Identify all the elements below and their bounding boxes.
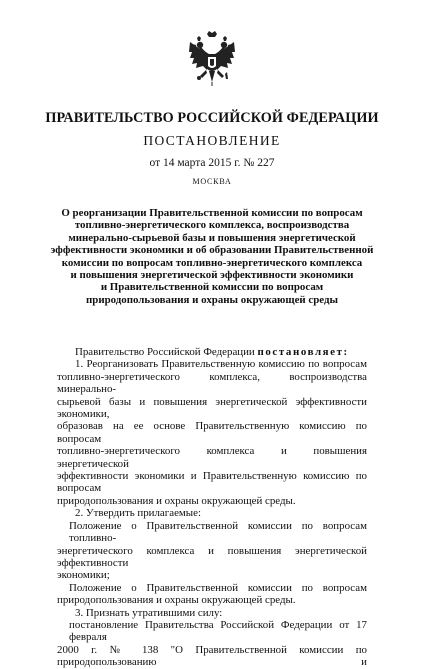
body-line: сырьевой базы и повышения энергетической эффективности экономики,	[57, 395, 367, 421]
heading-line: топливно-энергетического комплекса, воспроизводства	[74, 219, 350, 232]
body-line: 3. Признать утратившими силу:	[75, 606, 223, 619]
heading-line: О реорганизации Правительственной комиссии по вопросам	[61, 207, 363, 219]
resolution-body	[57, 346, 367, 669]
document-type: ПОСТАНОВЛЕНИЕ	[143, 133, 281, 148]
body-line: 1. Реорганизовать Правительственную комиссию по вопросам	[75, 358, 367, 371]
body-line: эффективности экономики и Правительственную комиссию по вопросам	[57, 470, 367, 495]
heading-line: минерально-сырьевой базы и повышения энергетической	[68, 231, 356, 244]
heading-line: и Правительственной комиссии по вопросам	[100, 281, 324, 294]
decree-word: постановляет:	[257, 346, 349, 358]
resolution-heading	[40, 207, 384, 306]
heading-line: природопользования и охраны окружающей среды	[85, 293, 338, 306]
coat-of-arms-icon	[187, 30, 237, 88]
heading-line: эффективности экономики и об образовании Правительственной	[50, 244, 374, 257]
body-line: природопользования и охраны окружающей среды.	[57, 494, 296, 507]
body-line: топливно-энергетического комплекса и повышения энергетической	[57, 445, 367, 470]
date-and-number: от 14 марта 2015 г. № 227	[149, 157, 275, 169]
body-line: энергетического комплекса и повышения энергетической эффективности	[57, 544, 367, 569]
body-line: Положение о Правительственной комиссии по вопросам	[69, 581, 367, 594]
body-line: Положение о Правительственной комиссии по вопросам топливно-	[69, 519, 367, 545]
body-line: образовав на ее основе Правительственную комиссию по вопросам	[57, 420, 367, 445]
body-line: топливно-энергетического комплекса, воспроизводства минерально-	[57, 370, 367, 396]
city: МОСКВА	[192, 177, 232, 186]
preamble-text: Правительство Российской Федерации	[75, 346, 258, 358]
heading-line: комиссии по вопросам топливно-энергетического комплекса	[61, 256, 363, 269]
body-line: природопользования и охраны окружающей среды.	[57, 594, 296, 607]
body-line: постановление Правительства Российской Федерации от 17 февраля	[69, 618, 367, 644]
body-line: экономики;	[57, 569, 110, 582]
heading-line: и повышения энергетической эффективности экономики	[70, 269, 354, 282]
body-line: 2. Утвердить прилагаемые:	[75, 507, 201, 520]
body-line: 2000 г. № 138 "О Правительственной комиссии по природопользованию и	[57, 643, 367, 669]
government-title: ПРАВИТЕЛЬСТВО РОССИЙСКОЙ ФЕДЕРАЦИИ	[45, 110, 379, 126]
preamble	[57, 346, 367, 358]
